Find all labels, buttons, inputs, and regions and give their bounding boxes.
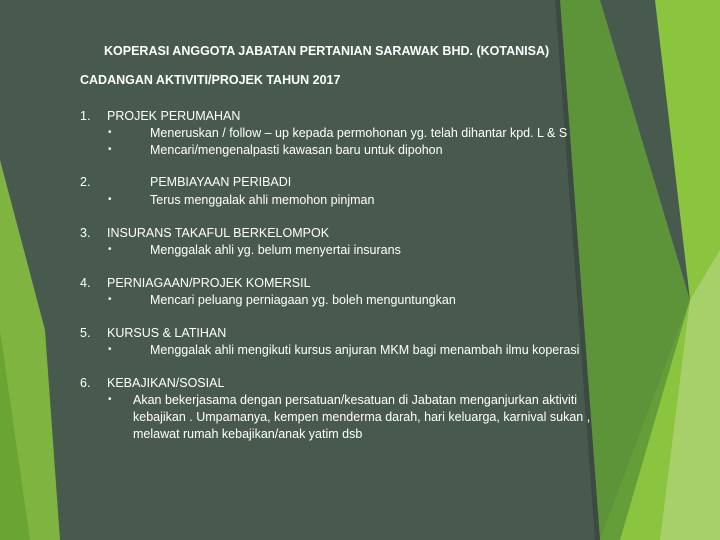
page-subtitle: CADANGAN AKTIVITI/PROJEK TAHUN 2017: [80, 73, 341, 87]
bullet-text: Meneruskan / follow – up kepada permohonan yg. telah dihantar kpd. L & S: [150, 126, 568, 140]
bullet-text-continued: melawat rumah kebajikan/anak yatim dsb: [133, 427, 363, 441]
item-heading: PERNIAGAAN/PROJEK KOMERSIL: [107, 276, 311, 290]
bullet-marker: •: [108, 127, 112, 138]
bullet-marker: •: [108, 144, 112, 155]
item-number: 3.: [80, 226, 91, 240]
item-number: 5.: [80, 326, 91, 340]
item-number: 2.: [80, 175, 91, 189]
bullet-marker: •: [108, 194, 112, 205]
page-title: KOPERASI ANGGOTA JABATAN PERTANIAN SARAWAK BHD. (KOTANISA): [104, 44, 550, 58]
bullet-text: Menggalak ahli yg. belum menyertai insurans: [150, 243, 401, 257]
bullet-text: Mencari/mengenalpasti kawasan baru untuk dipohon: [150, 143, 443, 157]
bullet-text: Akan bekerjasama dengan persatuan/kesatuan di Jabatan menganjurkan aktiviti: [133, 393, 578, 407]
item-number: 1.: [80, 109, 91, 123]
bullet-text-continued: kebajikan . Umpamanya, kempen menderma darah, hari keluarga, karnival sukan ,: [133, 410, 591, 424]
item-number: 6.: [80, 376, 91, 390]
bullet-marker: •: [108, 294, 112, 305]
item-heading: INSURANS TAKAFUL BERKELOMPOK: [107, 226, 330, 240]
bullet-text: Mencari peluang perniagaan yg. boleh menguntungkan: [150, 293, 456, 307]
bullet-marker: •: [108, 244, 112, 255]
item-number: 4.: [80, 276, 91, 290]
bullet-marker: •: [108, 394, 112, 405]
item-heading: PEMBIAYAAN PERIBADI: [150, 175, 292, 189]
item-heading: KEBAJIKAN/SOSIAL: [107, 376, 225, 390]
item-heading: PROJEK PERUMAHAN: [107, 109, 241, 123]
bullet-text: Menggalak ahli mengikuti kursus anjuran MKM bagi menambah ilmu koperasi: [150, 343, 580, 357]
bullet-text: Terus menggalak ahli memohon pinjman: [150, 193, 375, 207]
item-heading: KURSUS & LATIHAN: [107, 326, 227, 340]
bullet-marker: •: [108, 344, 112, 355]
